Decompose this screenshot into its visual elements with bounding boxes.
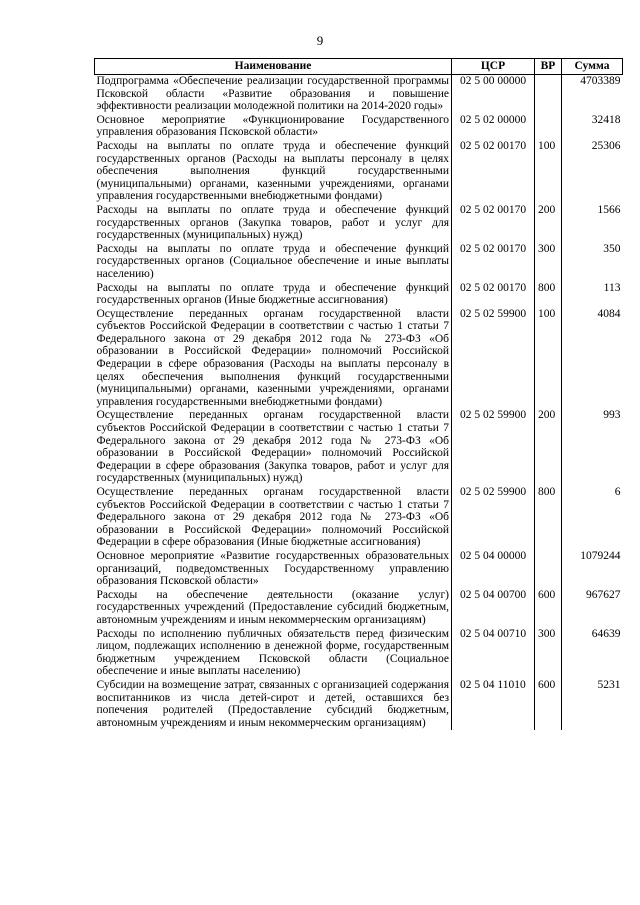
row-name: Осуществление переданных органам государственной власти субъектов Российской Федерации в соответствии с частью 1 статьи 7 Федерального закона от 29 декабря 2012 года № 273-ФЗ «Об образовании в Российской Федерации» полномочий Российской Федерации в сфере образования (Расходы на выплаты персоналу в целях обеспечения выполнения функций государственными (муниципальными) органами, казенными учреждениями, органами управления государственными внебюджетными фондами) [96,307,449,408]
row-csr: 02 5 02 59900 [452,409,535,486]
table-row [95,550,623,589]
row-name: Расходы по исполнению публичных обязательств перед физическим лицом, подлежащих исполнению в денежной форме, государственным бюджетным учреждением Псковской области (Социальное обеспечение и иные выплаты населению) [96,627,449,678]
row-vr: 800 [535,486,562,550]
row-sum: 113 [562,282,623,308]
row-sum: 64639 [562,628,623,679]
row-csr: 02 5 02 59900 [452,486,535,550]
table-row [95,308,623,410]
row-name: Расходы на выплаты по оплате труда и обеспечение функций государственных органов (Закупка товаров, работ и услуг для государственных (муниципальных) нужд) [96,203,449,242]
row-name: Расходы на выплаты по оплате труда и обеспечение функций государственных органов (Расходы на выплаты персоналу в целях обеспечения выполнения функций государственными (муниципальными) органами, казенными учреждениями, органами управления государственными внебюджетными фондами) [96,139,449,203]
row-vr: 300 [535,243,562,282]
row-name: Осуществление переданных органам государственной власти субъектов Российской Федерации в соответствии с частью 1 статьи 7 Федерального закона от 29 декабря 2012 года № 273-ФЗ «Об образовании в Российской Федерации» полномочий Российской Федерации в сфере образования (Закупка товаров, работ и услуг для государственных (муниципальных) нужд) [96,409,449,485]
row-sum: 993 [562,409,623,486]
row-csr: 02 5 02 00170 [452,140,535,204]
row-sum: 25306 [562,140,623,204]
row-name: Расходы на обеспечение деятельности (оказание услуг) государственных учреждений (Предоставление субсидий бюджетным, автономным учреждениям и иным некоммерческим организациям) [96,588,449,626]
header-vr: ВР [535,59,562,75]
table-row [95,75,623,114]
row-sum: 967627 [562,589,623,628]
row-vr [535,75,562,114]
table-row [95,282,623,308]
row-name: Субсидии на возмещение затрат, связанных с организацией содержания воспитанников из числа детей-сирот и детей, оставшихся без попечения родителей (Предоставление субсидий бюджетным, автономным учреждениям и иным некоммерческим организациям) [96,678,449,729]
table-row [95,140,623,204]
row-sum: 4084 [562,308,623,410]
row-name: Подпрограмма «Обеспечение реализации государственной программы Псковской области «Развитие образования и повышение эффективности реализации молодежной политики на 2014-2020 годы» [96,75,449,113]
row-vr: 600 [535,679,562,730]
row-vr: 100 [535,308,562,410]
row-vr: 800 [535,282,562,308]
table-row [95,679,623,730]
row-vr: 600 [535,589,562,628]
row-vr: 100 [535,140,562,204]
row-sum: 32418 [562,114,623,140]
header-csr: ЦСР [452,59,535,75]
table-row [95,628,623,679]
row-sum: 4703389 [562,75,623,114]
row-name: Расходы на выплаты по оплате труда и обеспечение функций государственных органов (Социальное обеспечение и иные выплаты населению) [96,242,449,280]
row-csr: 02 5 00 00000 [452,75,535,114]
row-name: Основное мероприятие «Функционирование Государственного управления образования Псковской области» [96,113,449,139]
table-row [95,486,623,550]
row-sum: 6 [562,486,623,550]
row-csr: 02 5 02 00170 [452,282,535,308]
budget-table [94,58,623,730]
table-header-row [95,59,623,75]
header-sum: Сумма [562,59,623,75]
row-vr: 200 [535,204,562,243]
row-csr: 02 5 04 11010 [452,679,535,730]
row-vr: 200 [535,409,562,486]
row-csr: 02 5 02 59900 [452,308,535,410]
row-csr: 02 5 02 00000 [452,114,535,140]
table-row [95,114,623,140]
row-name: Осуществление переданных органам государственной власти субъектов Российской Федерации в соответствии с частью 1 статьи 7 Федерального закона от 29 декабря 2012 года № 273-ФЗ «Об образовании в Российской Федерации» полномочий Российской Федерации в сфере образования (Иные бюджетные ассигнования) [96,486,449,549]
row-sum: 1566 [562,204,623,243]
row-csr: 02 5 04 00000 [452,550,535,589]
header-name: Наименование [95,59,452,75]
table-row [95,243,623,282]
row-sum: 350 [562,243,623,282]
page-number: 9 [316,33,324,48]
row-vr [535,114,562,140]
row-csr: 02 5 04 00700 [452,589,535,628]
row-name: Расходы на выплаты по оплате труда и обеспечение функций государственных органов (Иные бюджетные ассигнования) [96,281,449,307]
table-row [95,204,623,243]
row-csr: 02 5 02 00170 [452,204,535,243]
row-csr: 02 5 04 00710 [452,628,535,679]
row-vr [535,550,562,589]
table-row [95,409,623,486]
row-sum: 5231 [562,679,623,730]
row-name: Основное мероприятие «Развитие государственных образовательных организаций, подведомственных Государственному управлению образования Псковской области» [96,549,449,588]
row-sum: 1079244 [562,550,623,589]
table-row [95,589,623,628]
row-csr: 02 5 02 00170 [452,243,535,282]
row-vr: 300 [535,628,562,679]
